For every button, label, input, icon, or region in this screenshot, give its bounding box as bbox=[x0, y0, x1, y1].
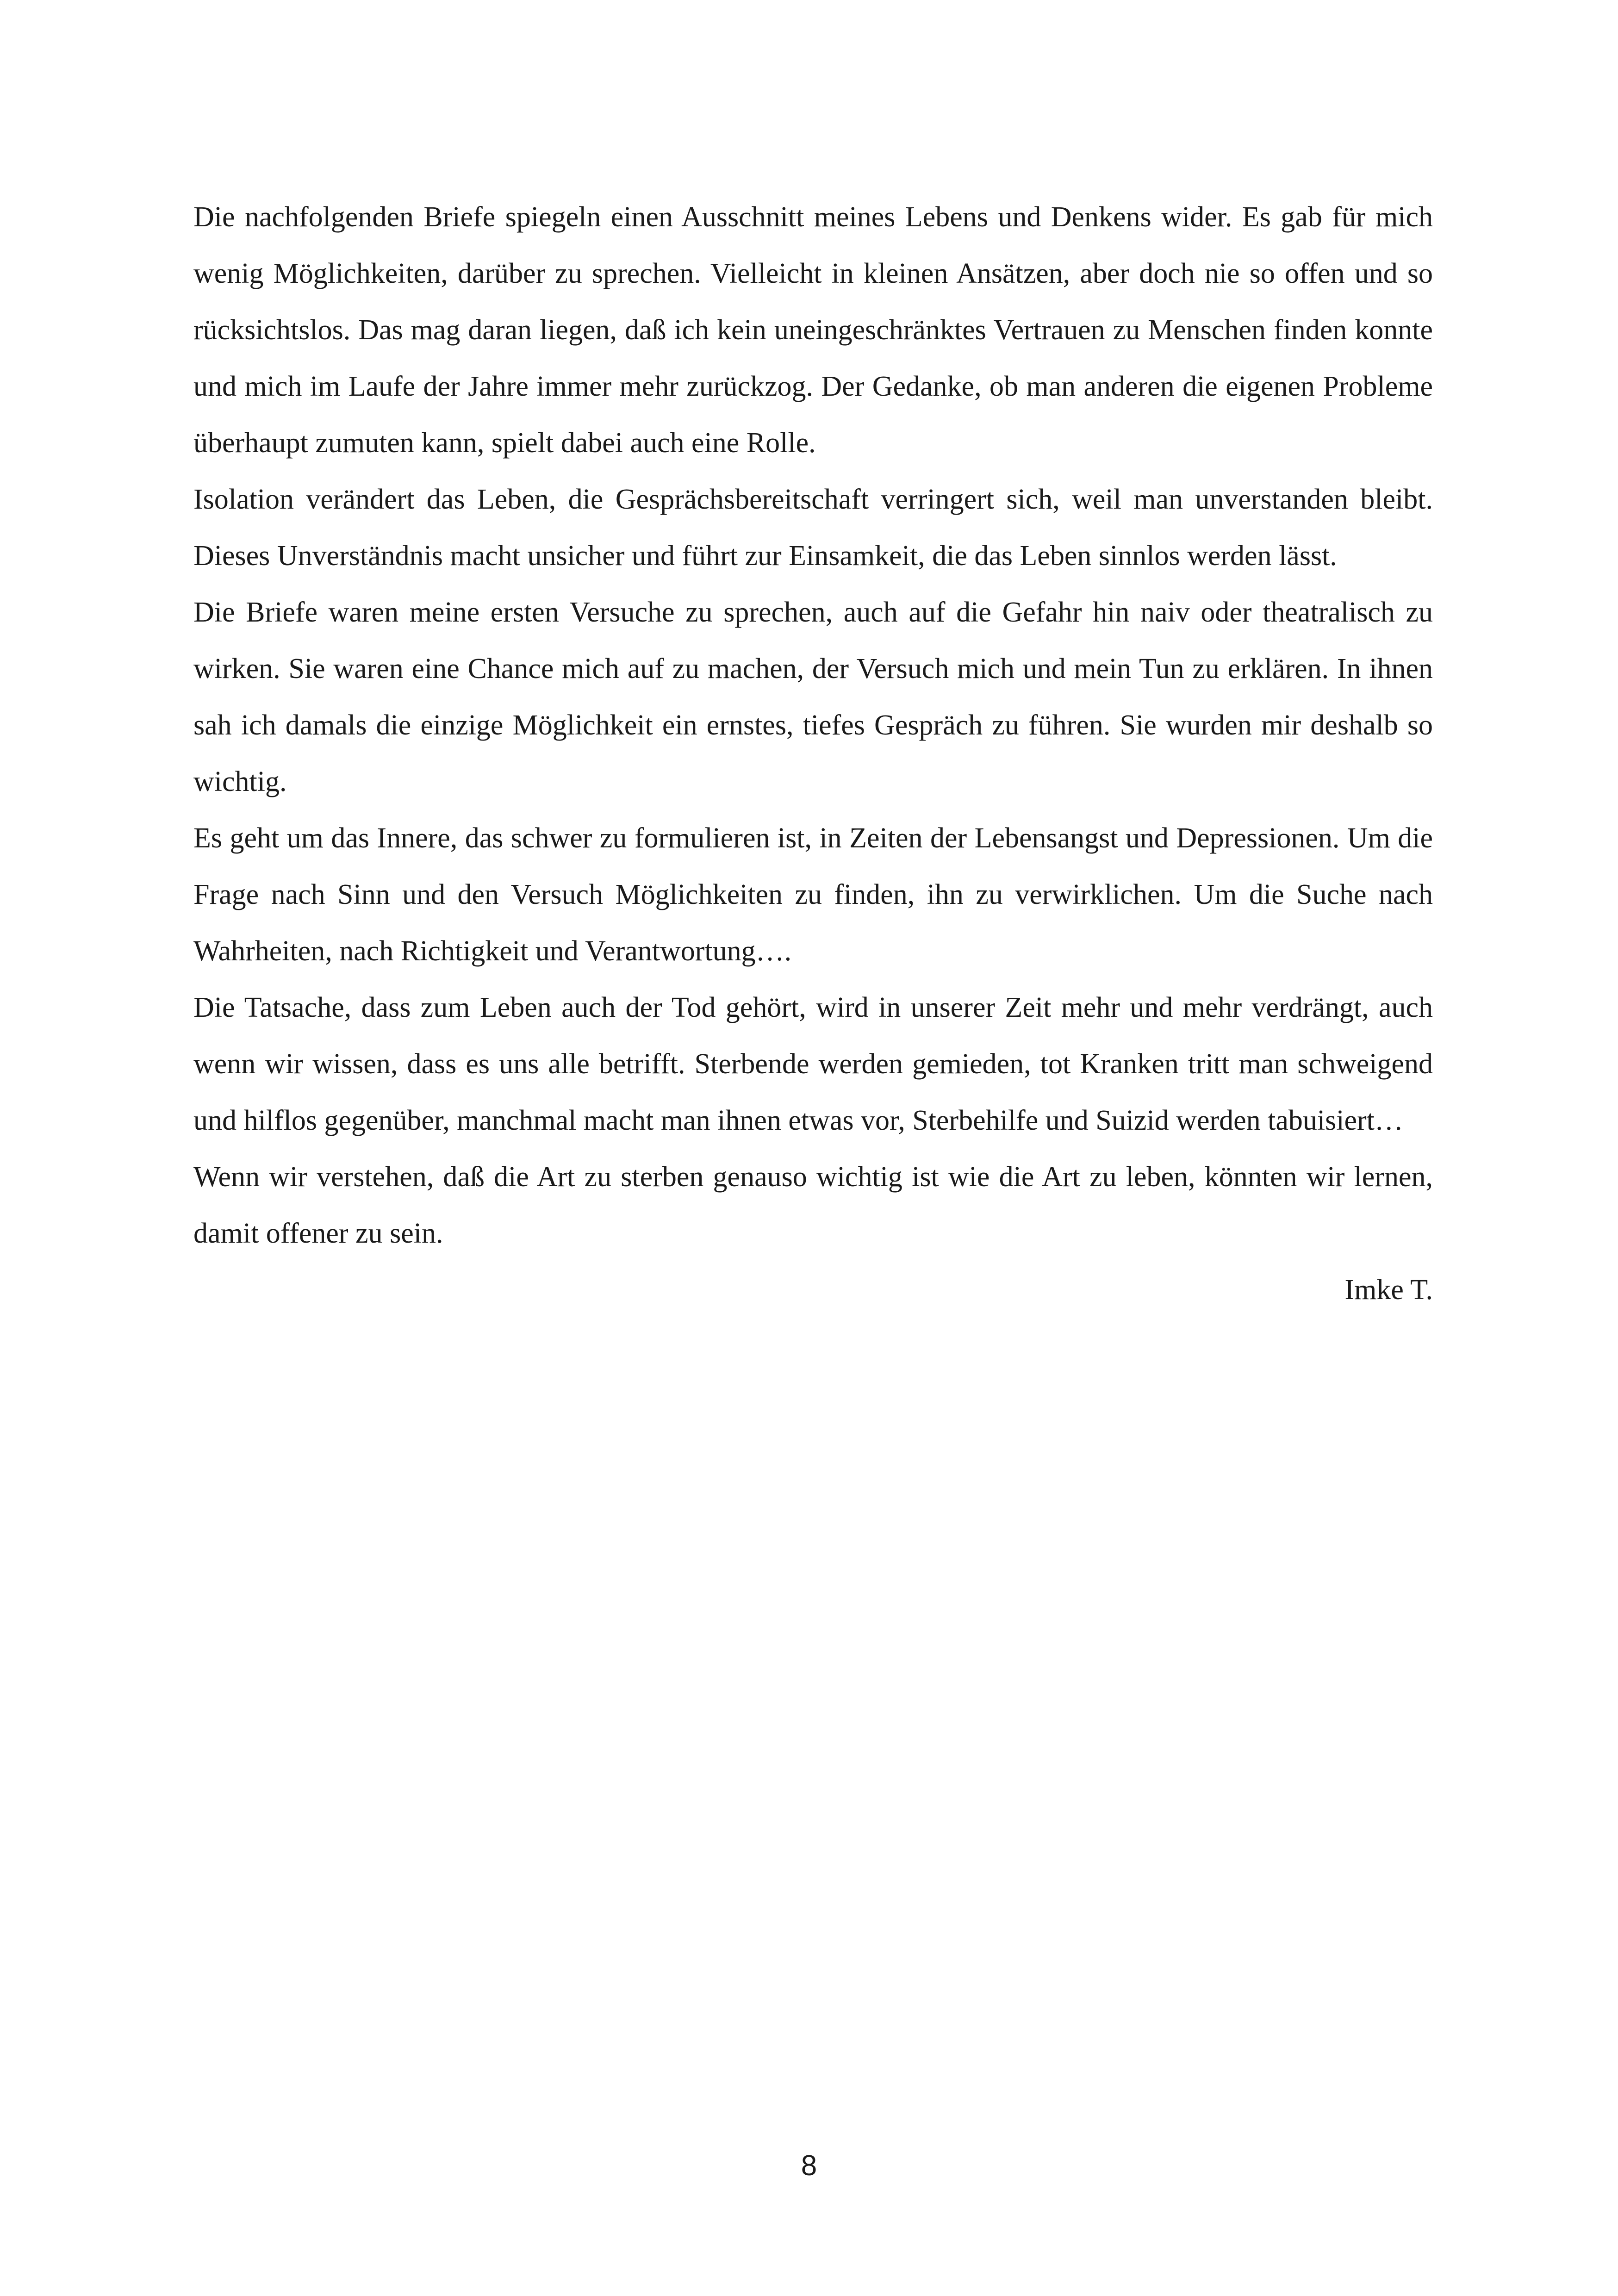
paragraph-4: Es geht um das Innere, das schwer zu formulieren ist, in Zeiten der Lebensangst und Depressionen. Um die Frage nach Sinn und den Versuch Möglichkeiten zu finden, ihn zu verwirklichen. Um die Suche nach Wahrheiten, nach Richtigkeit und Verantwortung…. bbox=[193, 822, 1433, 967]
paragraph-1: Die nachfolgenden Briefe spiegeln einen Ausschnitt meines Lebens und Denkens wider. Es gab für mich wenig Möglichkeiten, darüber zu sprechen. Vielleicht in kleinen Ansätzen, aber doch nie so offen und so rücksichtslos. Das mag daran liegen, daß ich kein uneingeschränktes Vertrauen zu Menschen finden konnte und mich im Laufe der Jahre immer mehr zurückzog. Der Gedanke, ob man anderen die eigenen Probleme überhaupt zumuten kann, spielt dabei auch eine Rolle. bbox=[193, 201, 1433, 459]
signature: Imke T. bbox=[1344, 1274, 1433, 1306]
body-text bbox=[193, 189, 1433, 1318]
paragraph-6: Wenn wir verstehen, daß die Art zu sterben genauso wichtig ist wie die Art zu leben, könnten wir lernen, damit offener zu sein. bbox=[193, 1161, 1433, 1249]
paragraph-2: Isolation verändert das Leben, die Gesprächsbereitschaft verringert sich, weil man unverstanden bleibt. Dieses Unverständnis macht unsicher und führt zur Einsamkeit, die das Leben sinnlos werden lässt. bbox=[193, 484, 1433, 572]
paragraph-5: Die Tatsache, dass zum Leben auch der Tod gehört, wird in unserer Zeit mehr und mehr verdrängt, auch wenn wir wissen, dass es uns alle betrifft. Sterbende werden gemieden, tot Kranken tritt man schweigend und hilflos gegenüber, manchmal macht man ihnen etwas vor, Sterbehilfe und Suizid werden tabuisiert… bbox=[193, 992, 1433, 1136]
page-number: 8 bbox=[801, 2150, 817, 2182]
paragraph-3: Die Briefe waren meine ersten Versuche zu sprechen, auch auf die Gefahr hin naiv oder theatralisch zu wirken. Sie waren eine Chance mich auf zu machen, der Versuch mich und mein Tun zu erklären. In ihnen sah ich damals die einzige Möglichkeit ein ernstes, tiefes Gespräch zu führen. Sie wurden mir deshalb so wichtig. bbox=[193, 597, 1433, 797]
